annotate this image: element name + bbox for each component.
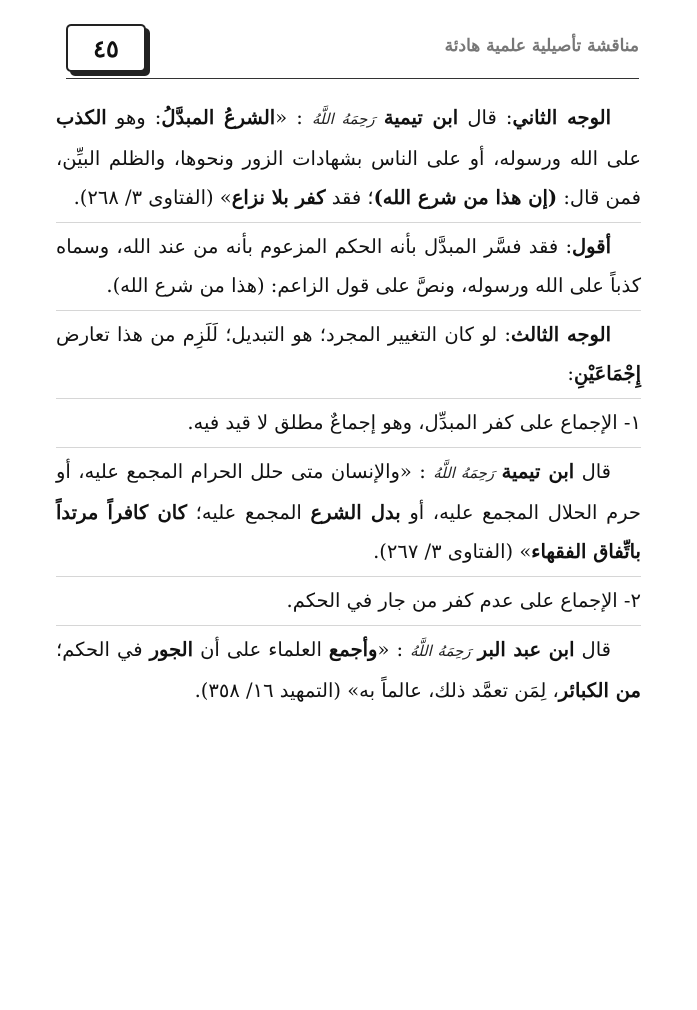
paragraph-separator bbox=[56, 310, 641, 311]
paragraph-third-aspect: الوجه الثالث: لو كان التغيير المجرد؛ هو التبديل؛ لَلَزِم من هذا تعارض إِجْمَاعَيْنِ: bbox=[56, 323, 641, 385]
running-title: مناقشة تأصيلية علمية هادئة bbox=[444, 36, 639, 56]
header-rule bbox=[66, 78, 639, 79]
paragraph-aqulu: أقول: فقد فسَّر المبدَّل بأنه الحكم المزعوم بأنه من عند الله، وسماه كذباً على الله ورسوله، ونصَّ على قول الزاعم: (هذا من شرع الله). bbox=[56, 235, 641, 297]
paragraph-separator bbox=[56, 222, 641, 223]
paragraph-lead: الوجه الثالث bbox=[510, 323, 611, 346]
paragraph-lead: أقول bbox=[572, 235, 611, 258]
page-body bbox=[56, 98, 641, 710]
paragraph-separator bbox=[56, 398, 641, 399]
consensus-item-1: ١- الإجماع على كفر المبدِّل، وهو إجماعٌ مطلق لا قيد فيه. bbox=[187, 411, 641, 434]
paragraph-lead: الوجه الثاني bbox=[512, 106, 612, 129]
paragraph-quote-ibn-taymiyyah: قال ابن تيمية رَحِمَهُ اللَّهُ : «والإنسان متى حلل الحرام المجمع عليه، أو حرم الحلال المجمع عليه، أو بدل الشرع المجمع عليه؛ كان كافراً مرتداً باتِّفاق الفقهاء» (الفتاوى ٣/ ٢٦٧). bbox=[56, 460, 641, 563]
page-number: ٤٥ bbox=[93, 33, 119, 63]
page-number-box bbox=[66, 24, 146, 72]
honorific-mark: رَحِمَهُ اللَّهُ bbox=[433, 464, 495, 482]
honorific-mark: رَحِمَهُ اللَّهُ bbox=[410, 642, 471, 660]
scholar-name: ابن عبد البر bbox=[477, 638, 575, 661]
honorific-mark: رَحِمَهُ اللَّهُ bbox=[311, 110, 375, 128]
paragraph-second-aspect: الوجه الثاني: قال ابن تيمية رَحِمَهُ اللَّهُ : «الشرعُ المبدَّلُ: وهو الكذب على الله ورسوله، أو على الناس بشهادات الزور ونحوها، والظلم البيِّن، فمن قال: (إن هذا من شرع الله)؛ فقد كفر بلا نزاع» (الفتاوى ٣/ ٢٦٨). bbox=[56, 106, 641, 209]
paragraph-separator bbox=[56, 625, 641, 626]
paragraph-quote-ibn-abd-al-barr: قال ابن عبد البر رَحِمَهُ اللَّهُ : «وأجمع العلماء على أن الجور في الحكم؛ من الكبائر، لِمَن تعمَّد ذلك، عالماً به» (التمهيد ١٦/ ٣٥٨). bbox=[56, 638, 641, 702]
consensus-item-2: ٢- الإجماع على عدم كفر من جار في الحكم. bbox=[286, 589, 641, 612]
scholar-name: ابن تيمية bbox=[383, 106, 459, 129]
paragraph-separator bbox=[56, 576, 641, 577]
paragraph-separator bbox=[56, 447, 641, 448]
scholar-name: ابن تيمية bbox=[501, 460, 575, 483]
